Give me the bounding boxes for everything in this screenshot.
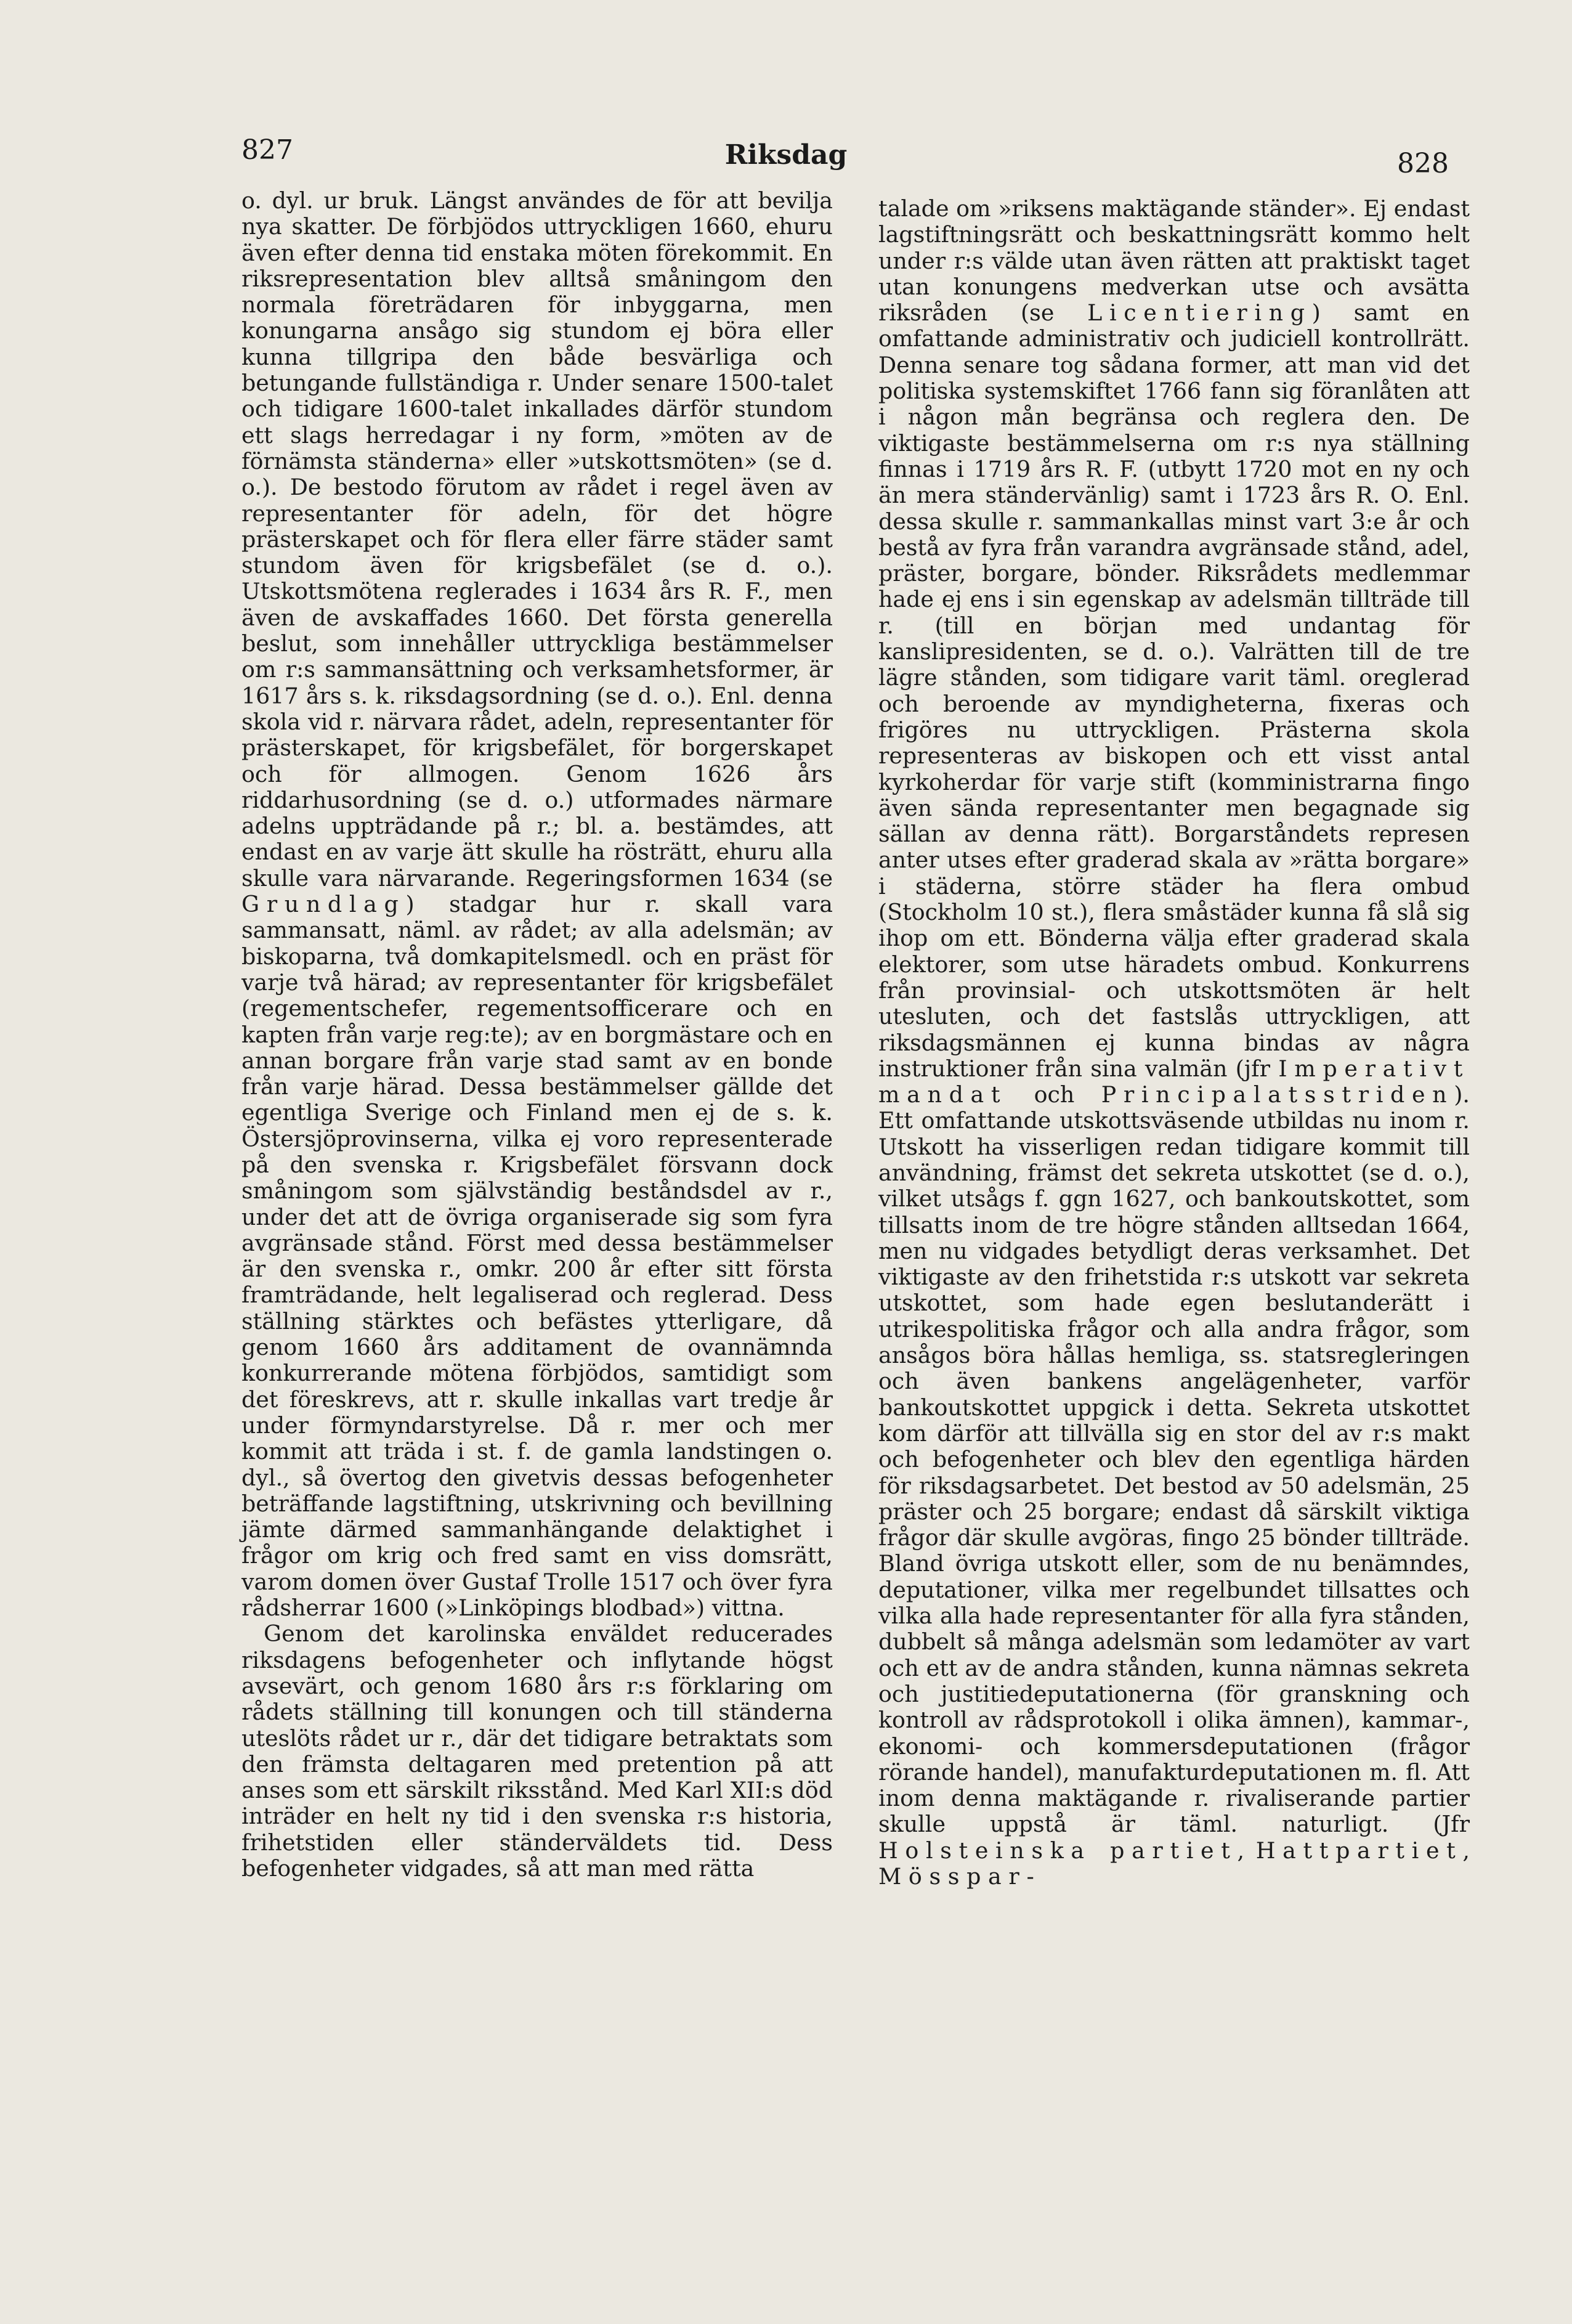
paragraph: Genom det karolinska enväldet reducerades riksdagens befogenheter och inflytande högst avsevärt, och genom 1680 års r:s förklaring om rådets ställning till konungen och till ständerna uteslöts rådet ur r., där det tidigare betraktats som den främsta deltagaren med pretention på att anses som ett särskilt riksstånd. Med Karl XII:s död inträder en helt ny tid i den svenska r:s historia, frihetstiden eller ständerväldets tid. Dess befogenheter vidgades, så att man med rätta <box>241 1620 833 1882</box>
paragraph <box>878 196 1470 1890</box>
body-text: , <box>1237 1837 1256 1864</box>
body-text: ). Ett omfattande utskottsväsende utbildas nu inom r. Utskott ha visserligen redan tidigare kommit till användning, främst det sekreta utskottet (se d. o.), vilket utsågs f. ggn 1627, och bankoutskottet, som tillsatts inom de tre högre stånden alltsedan 1664, men nu vidgades betydligt deras verksamhet. Det viktigaste av den frihetstida r:s utskott var sekreta utskottet, som hade egen beslutanderätt i utrikespolitiska frågor och alla andra frågor, som ansågos böra hållas hemliga, ss. statsregleringen och även bankens angelägenheter, varför bankoutskottet uppgick i detta. Sekreta utskottet kom därför att tillvälla sig en stor del av r:s makt och befogenheter och blev den egentliga härden för riksdagsarbetet. Det bestod av 50 adelsmän, 25 präster och 25 borgare; endast då särskilt viktiga frågor där skulle avgöras, fingo 25 bönder tillträde. Bland övriga utskott eller, som de nu benämndes, deputationer, vilka mer regelbundet tillsattes och vilka alla hade representanter för alla fyra stånden, dubbelt så många adelsmän som ledamöter av vart och ett av de andra stånden, kunna nämnas sekreta och justitiedeputationerna (för granskning och kontroll av rådsprotokoll i olika ämnen), kammar-, ekonomi- och kommersdeputationen (frågor rörande handel), manufakturdeputationen m. fl. Att inom denna maktägande r. rivaliserande partier skulle uppstå är täml. naturligt. (Jfr <box>878 1081 1470 1838</box>
cross-reference: Imperativt mandat <box>878 1055 1470 1108</box>
body-text: ) samt en omfattande administrativ och judiciell kontrollrätt. Denna senare tog sådana former, att man vid det politiska systemskiftet 1766 fann sig föranlåten att i någon mån begränsa och reglera den. De viktigaste bestämmelserna om r:s nya ställning finnas i 1719 års R. F. (utbytt 1720 mot en ny och än mera ständervänlig) samt i 1723 års R. O. Enl. dessa skulle r. sammankallas minst vart 3:e år och bestå av fyra från varandra avgränsade stånd, adel, präster, borgare, bönder. Riksrådets medlemmar hade ej ens i sin egenskap av adelsmän tillträde till r. (till en början med undantag för kanslipresidenten, se d. o.). Valrätten till de tre lägre stånden, som tidigare varit täml. oreglerad och beroende av myndigheterna, fixeras och frigöres nu uttryckligen. Prästerna skola representeras av biskopen och ett visst antal kyrkoherdar för varje stift (komministrarna fingo även sända representanter men begagnade sig sällan av denna rätt). Borgarståndets represen anter utses efter graderad skala av »rätta borgare» i städerna, större städer ha flera ombud (Stockholm 10 st.), flera småstäder kunna få slå sig ihop om ett. Bönderna välja efter graderad skala elektorer, som utse häradets ombud. Konkurrens från provinsial- och utskottsmöten är helt utesluten, och det fastslås uttryckligen, att riksdagsmännen ej kunna bindas av några instruktioner från sina valmän (jfr <box>878 299 1470 1082</box>
cross-reference: Hattpartiet <box>1255 1837 1463 1864</box>
body-text: , <box>1462 1837 1470 1864</box>
paragraph <box>241 188 833 1621</box>
cross-reference: Principalatsstriden <box>1101 1081 1454 1108</box>
cross-reference: Grundlag <box>241 891 406 918</box>
body-text: ) stadgar hur r. skall vara sammansatt, näml. av rådet; av alla adelsmän; av biskoparna, två domkapitelsmedl. och en präst för varje två härad; av representanter för krigsbefälet (regementschefer, regementsofficerare och en kapten från varje reg:te); av en borgmästare och en annan borgare från varje stad samt av en bonde från varje härad. Dessa bestämmelser gällde det egentliga Sverige och Finland men ej de s. k. Östersjöprovinserna, vilka ej voro representerade på den svenska r. Krigsbefälet försvann dock småningom som självständig beståndsdel av r., under det att de övriga organiserade sig som fyra avgränsade stånd. Först med dessa bestämmelser är den svenska r., omkr. 200 år efter sitt första framträdande, helt legaliserad och reglerad. Dess ställning stärktes och befästes ytterligare, då genom 1660 års additament de ovannämnda konkurrerande mötena förbjödos, samtidigt som det föreskrevs, att r. skulle inkallas vart tredje år under förmyndarstyrelse. Då r. mer och mer kommit att träda i st. f. de gamla landstingen o. dyl., så övertog den givetvis dessas befogenheter beträffande lagstiftning, utskrivning och bevillning jämte därmed sammanhängande delaktighet i frågor om krig och fred samt en viss domsrätt, varom domen över Gustaf Trolle 1517 och över fyra rådsherrar 1600 (»Linköpings blodbad») vittna. <box>241 891 833 1622</box>
body-text: och <box>1007 1081 1101 1108</box>
right-column <box>878 196 1470 1890</box>
left-column <box>241 188 833 1882</box>
cross-reference: Licentiering <box>1087 299 1312 327</box>
body-text: talade om »riksens maktägande ständer». Ej endast lagstiftningsrätt och beskattningsrätt kommo helt under r:s välde utan även rätten att praktiskt taget utan konungens medverkan utse och avsätta riksråden (se <box>878 195 1470 327</box>
cross-reference: Holsteinska partiet <box>878 1837 1238 1864</box>
page-number-right: 828 <box>1397 148 1449 179</box>
page-number-left: 827 <box>241 134 293 166</box>
cross-reference: Mösspar- <box>878 1863 1042 1890</box>
body-text: o. dyl. ur bruk. Längst användes de för att bevilja nya skatter. De förbjödos uttryckligen 1660, ehuru även efter denna tid enstaka möten förekommit. En riksrepresentation blev alltså småningom den normala företrädaren för inbyggarna, men konungarna ansågo sig stundom ej böra eller kunna tillgripa den både besvärliga och betungande fullständiga r. Under senare 1500-talet och tidigare 1600-talet inkallades därför stundom ett slags herredagar i ny form, »möten av de förnämsta ständerna» eller »utskottsmöten» (se d. o.). De bestodo förutom av rådet i regel även av representanter för adeln, för det högre prästerskapet och för flera eller färre städer samt stundom även för krigsbefälet (se d. o.). Utskottsmötena reglerades i 1634 års R. F., men även de avskaffades 1660. Det första generella beslut, som innehåller uttryckliga bestämmelser om r:s sammansättning och verksamhetsformer, är 1617 års s. k. riksdagsordning (se d. o.). Enl. denna skola vid r. närvara rådet, adeln, representanter för prästerskapet, för krigsbefälet, för borgerskapet och för allmogen. Genom 1626 års riddarhusordning (se d. o.) utformades närmare adelns uppträdande på r.; bl. a. bestämdes, att endast en av varje ätt skulle ha rösträtt, ehuru alla skulle vara närvarande. Regeringsformen 1634 (se <box>241 187 833 892</box>
running-head: Riksdag <box>724 139 848 171</box>
